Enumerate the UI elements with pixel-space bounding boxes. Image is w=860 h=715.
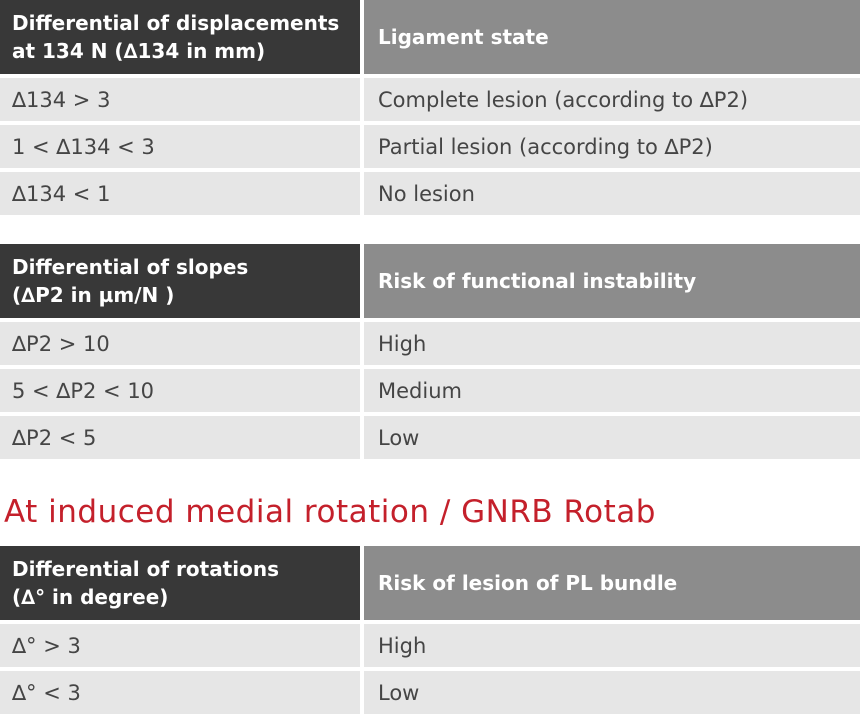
cell-state: Partial lesion (according to ∆P2)	[364, 125, 860, 168]
header-cell-measure: Differential of displacements at 134 N (∆134 in mm)	[0, 0, 360, 74]
table-row	[0, 322, 860, 365]
cell-condition: ∆134 < 1	[0, 172, 360, 215]
cell-risk: High	[364, 624, 860, 667]
cell-risk: High	[364, 322, 860, 365]
header-cell-measure: Differential of slopes (∆P2 in µm/N )	[0, 244, 360, 318]
header-cell-result: Ligament state	[364, 0, 860, 74]
cell-state: Complete lesion (according to ∆P2)	[364, 78, 860, 121]
cell-risk: Low	[364, 416, 860, 459]
header-cell-measure: Differential of rotations (∆° in degree)	[0, 546, 360, 620]
header-cell-result: Risk of functional instability	[364, 244, 860, 318]
table-row	[0, 78, 860, 121]
table-header	[0, 546, 860, 620]
table-row	[0, 369, 860, 412]
cell-condition: ∆° > 3	[0, 624, 360, 667]
cell-condition: 1 < ∆134 < 3	[0, 125, 360, 168]
section-title: At induced medial rotation / GNRB Rotab	[4, 494, 656, 530]
displacement-table	[0, 0, 860, 215]
rotations-table	[0, 546, 860, 714]
table-header	[0, 244, 860, 318]
table-row	[0, 125, 860, 168]
cell-condition: ∆P2 < 5	[0, 416, 360, 459]
table-row	[0, 172, 860, 215]
table-row	[0, 671, 860, 714]
cell-risk: Low	[364, 671, 860, 714]
cell-condition: ∆P2 > 10	[0, 322, 360, 365]
table-row	[0, 416, 860, 459]
cell-state: No lesion	[364, 172, 860, 215]
cell-condition: ∆134 > 3	[0, 78, 360, 121]
cell-risk: Medium	[364, 369, 860, 412]
table-row	[0, 624, 860, 667]
cell-condition: 5 < ∆P2 < 10	[0, 369, 360, 412]
slopes-table	[0, 244, 860, 459]
cell-condition: ∆° < 3	[0, 671, 360, 714]
header-cell-result: Risk of lesion of PL bundle	[364, 546, 860, 620]
table-header	[0, 0, 860, 74]
